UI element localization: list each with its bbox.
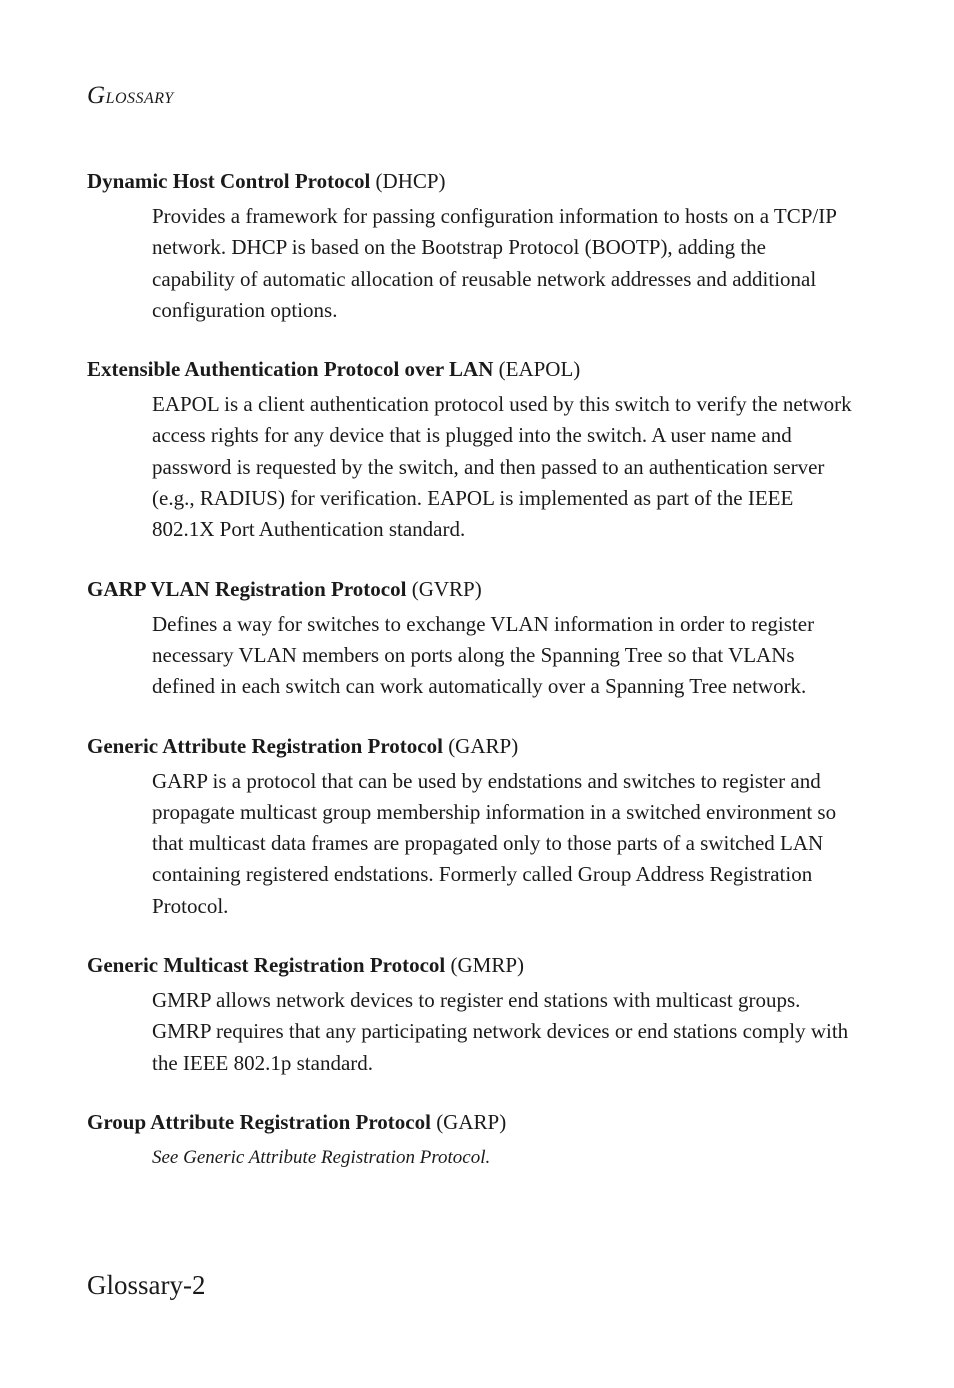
- term-name: Dynamic Host Control Protocol: [87, 169, 371, 193]
- term-abbreviation: (EAPOL): [498, 357, 581, 382]
- term-abbreviation: (GARP): [436, 1109, 507, 1134]
- term-definition: Provides a framework for passing configuration information to hosts on a TCP/IP network. DHCP is based on the Bootstrap Protocol (BOOTP), adding the capability of automatic allocation of reusable network addresses and additional configuration options.: [152, 204, 837, 322]
- glossary-entry-gmrp: [87, 951, 847, 1079]
- running-header-cap: G: [87, 82, 106, 109]
- term-name: Group Attribute Registration Protocol: [87, 1109, 431, 1134]
- glossary-entry-group-garp: [87, 1108, 847, 1173]
- term-definition: Defines a way for switches to exchange VLAN information in order to register necessary VLAN members on ports along the Spanning Tree so that VLANs defined in each switch can work automatically over a Spanning Tree network.: [152, 611, 815, 699]
- glossary-term: [87, 575, 847, 603]
- term-name: Generic Attribute Registration Protocol: [87, 733, 443, 758]
- glossary-term: [87, 167, 847, 195]
- glossary-entry-gvrp: [87, 575, 847, 703]
- term-abbreviation: (GMRP): [450, 953, 525, 978]
- page-number: Glossary-2: [87, 1270, 206, 1300]
- cross-reference: See Generic Attribute Registration Protocol.: [152, 1146, 491, 1168]
- glossary-entries: [87, 167, 852, 1173]
- glossary-entry-garp: [87, 732, 847, 922]
- term-abbreviation: (GVRP): [411, 576, 482, 601]
- glossary-term: [87, 732, 847, 760]
- term-abbreviation: (GARP): [448, 733, 519, 758]
- term-name: GARP VLAN Registration Protocol: [87, 576, 407, 601]
- glossary-entry-eapol: [87, 355, 852, 545]
- term-name: Generic Multicast Registration Protocol: [87, 953, 446, 978]
- term-definition: GMRP allows network devices to register end stations with multicast groups. GMRP requires that any participating network devices or end stations comply with the IEEE 802.1p standard.: [152, 988, 849, 1075]
- running-header-rest: LOSSARY: [105, 90, 174, 107]
- glossary-term: [87, 1108, 847, 1136]
- running-header: [87, 82, 174, 110]
- term-name: Extensible Authentication Protocol over LAN: [87, 357, 494, 382]
- glossary-entry-dhcp: [87, 167, 847, 326]
- term-abbreviation: (DHCP): [375, 169, 446, 193]
- term-definition: EAPOL is a client authentication protocol used by this switch to verify the network access rights for any device that is plugged into the switch. A user name and password is requested by the switch, and then passed to an authentication server (e.g., RADIUS) for verification. EAPOL is implemented as part of the IEEE 802.1X Port Authentication standard.: [152, 392, 852, 542]
- glossary-term: [87, 355, 847, 383]
- term-definition: GARP is a protocol that can be used by endstations and switches to register and propagate multicast group membership information in a switched environment so that multicast data frames are propagated only to those parts of a switched LAN containing registered endstations. Formerly called Group Address Registration Protocol.: [152, 768, 837, 918]
- glossary-term: [87, 951, 847, 979]
